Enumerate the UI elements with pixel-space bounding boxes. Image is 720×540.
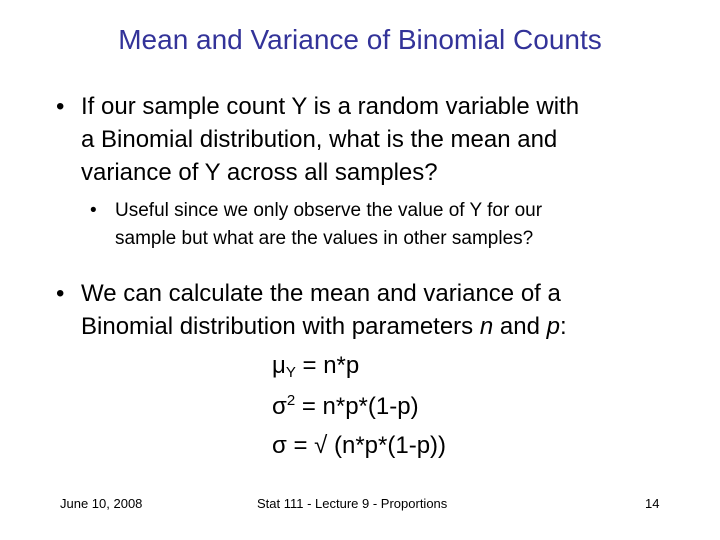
- variance-rhs: = n*p*(1-p): [295, 393, 419, 420]
- sub-bullet-marker: •: [90, 200, 97, 221]
- formula-std-dev: σ = √ (n*p*(1-p)): [272, 432, 447, 459]
- footer-date: June 10, 2008: [60, 496, 143, 511]
- sigma-symbol: σ: [272, 393, 287, 420]
- bullet-line: variance of Y across all samples?: [81, 159, 438, 186]
- text-run: :: [559, 313, 567, 340]
- formula-variance: [272, 392, 419, 421]
- bullet-line: [81, 310, 567, 343]
- bullet-line: a Binomial distribution, what is the mean and: [81, 126, 558, 153]
- footer-lecture: Stat 111 - Lecture 9 - Proportions: [257, 496, 448, 511]
- footer-page-number: 14: [645, 496, 660, 511]
- bullet-mean-variance-question: [56, 90, 676, 190]
- bullet-calculate: [56, 277, 676, 347]
- variance-superscript: 2: [286, 392, 296, 409]
- sub-bullet-line: Useful since we only observe the value of Y for our: [115, 200, 543, 221]
- text-run: Binomial distribution with parameters: [81, 313, 480, 340]
- param-p: p: [546, 313, 560, 340]
- mu-symbol: μ: [272, 352, 286, 379]
- slide-title: Mean and Variance of Binomial Counts: [118, 24, 602, 55]
- text-run: and: [493, 313, 547, 340]
- mean-rhs: = n*p: [295, 352, 360, 379]
- bullet-line: We can calculate the mean and variance of a: [81, 280, 561, 307]
- bullet-marker: •: [56, 93, 65, 120]
- sub-bullet-line: sample but what are the values in other samples?: [115, 228, 534, 249]
- param-n: n: [479, 313, 494, 340]
- bullet-line: If our sample count Y is a random variable with: [81, 93, 580, 120]
- bullet-marker: •: [56, 280, 65, 307]
- formula-mean: [272, 352, 359, 381]
- mean-subscript: Y: [285, 364, 296, 381]
